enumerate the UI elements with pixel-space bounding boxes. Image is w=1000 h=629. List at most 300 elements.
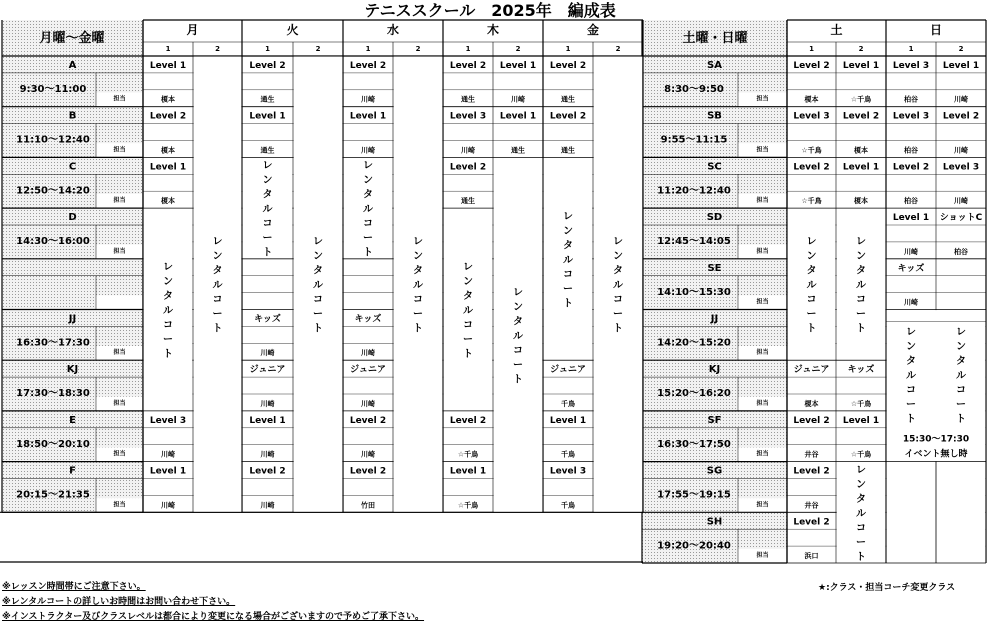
vertical-char: ン bbox=[463, 276, 473, 288]
class-level: キッズ bbox=[354, 314, 382, 325]
vertical-char: ー bbox=[613, 309, 623, 321]
weekend-slot-code: JJ bbox=[710, 313, 719, 325]
class-coach: 川崎 bbox=[361, 349, 375, 358]
class-level: Level 2 bbox=[149, 111, 187, 122]
vertical-char: ト bbox=[413, 323, 423, 335]
class-coach: 榎本 bbox=[804, 399, 819, 408]
class-level: Level 1 bbox=[892, 213, 930, 224]
vertical-char: ト bbox=[262, 247, 273, 259]
class-level: Level 1 bbox=[349, 111, 387, 122]
class-coach: 川崎 bbox=[361, 399, 375, 408]
weekend-slot-time: 9:55～11:15 bbox=[660, 134, 728, 146]
court-number: 1 bbox=[165, 45, 171, 53]
class-coach: 柏谷 bbox=[904, 95, 918, 104]
note-2: ※レンタルコートの詳しいお時間はお問い合わせ下さい。 bbox=[2, 597, 236, 607]
weekday-header: 月曜～金曜 bbox=[39, 31, 105, 46]
weekend-slot-code: SC bbox=[707, 161, 722, 173]
court-number: 1 bbox=[265, 45, 270, 53]
rental-court-text bbox=[807, 237, 818, 335]
day-header: 日 bbox=[929, 23, 943, 37]
class-coach: 川崎 bbox=[361, 146, 375, 155]
vertical-char: コ bbox=[563, 269, 573, 281]
class-coach: 通生 bbox=[461, 197, 475, 206]
charge-label: 担当 bbox=[113, 146, 126, 154]
vertical-char: ー bbox=[856, 309, 866, 321]
vertical-char: ト bbox=[563, 298, 573, 310]
class-level: Level 1 bbox=[149, 466, 187, 477]
weekday-slot-code: KJ bbox=[66, 364, 79, 376]
class-level: Level 2 bbox=[942, 111, 980, 122]
class-level: Level 1 bbox=[149, 162, 187, 173]
class-coach: ☆千鳥 bbox=[850, 399, 872, 408]
day-header: 火 bbox=[286, 23, 299, 37]
rental-court-text bbox=[413, 237, 424, 335]
vertical-char: コ bbox=[363, 218, 373, 230]
weekend-slot-code: SH bbox=[706, 516, 723, 528]
vertical-char: ル bbox=[212, 280, 223, 292]
rental-court-text bbox=[856, 465, 867, 563]
class-coach: 川崎 bbox=[954, 146, 968, 155]
vertical-char: レ bbox=[906, 327, 916, 338]
weekday-slot-time: 18:50～20:10 bbox=[16, 438, 90, 450]
class-coach: 榎本 bbox=[854, 197, 868, 206]
vertical-char: レ bbox=[463, 262, 473, 273]
weekday-slot-code: A bbox=[68, 60, 77, 71]
day-header: 月 bbox=[186, 23, 199, 37]
class-coach: 川崎 bbox=[904, 298, 918, 307]
vertical-char: ー bbox=[806, 309, 817, 321]
vertical-char: コ bbox=[613, 294, 623, 306]
vertical-char: ン bbox=[856, 479, 866, 491]
weekend-slot-code: SD bbox=[706, 212, 723, 224]
class-level: Level 1 bbox=[549, 415, 587, 426]
vertical-char: タ bbox=[212, 265, 223, 277]
vertical-char: ト bbox=[363, 247, 373, 259]
vertical-char: ト bbox=[613, 323, 623, 335]
weekend-slot-time: 16:30～17:50 bbox=[657, 438, 731, 450]
vertical-char: レ bbox=[363, 160, 373, 172]
class-level: Level 2 bbox=[793, 466, 830, 477]
vertical-char: コ bbox=[163, 320, 173, 331]
rental-court-text bbox=[463, 262, 474, 360]
weekend-slot-time: 14:10～15:30 bbox=[657, 286, 731, 298]
class-level: ジュニア bbox=[550, 365, 586, 376]
class-level: Level 2 bbox=[842, 111, 880, 122]
vertical-char: タ bbox=[856, 265, 866, 277]
vertical-char: ト bbox=[856, 551, 866, 563]
weekend-slot-time: 17:55～19:15 bbox=[657, 489, 731, 501]
court-number: 2 bbox=[615, 45, 621, 53]
weekday-slot-time: 14:30～16:00 bbox=[16, 236, 90, 248]
vertical-char: レ bbox=[856, 464, 866, 476]
class-level: Level 3 bbox=[449, 111, 487, 122]
weekend-slot-time: 14:20～15:20 bbox=[657, 337, 731, 349]
vertical-char: ン bbox=[413, 251, 423, 263]
vertical-char: ト bbox=[856, 323, 866, 335]
vertical-char: ト bbox=[806, 323, 817, 335]
charge-label: 担当 bbox=[113, 95, 126, 103]
vertical-char: ー bbox=[513, 359, 523, 371]
legend-note: ★:クラス・担当コーチ変更クラス bbox=[818, 583, 956, 593]
vertical-char: タ bbox=[613, 265, 623, 277]
class-coach: ☆千鳥 bbox=[457, 450, 479, 459]
vertical-char: コ bbox=[413, 294, 423, 306]
event-note: イベント無し時 bbox=[904, 449, 968, 460]
event-court-text-2 bbox=[956, 327, 967, 425]
class-level: Level 3 bbox=[892, 61, 930, 71]
weekend-slot-time: 8:30～9:50 bbox=[664, 84, 724, 95]
class-level: Level 2 bbox=[793, 61, 830, 71]
vertical-char: タ bbox=[363, 189, 373, 201]
class-coach: 竹田 bbox=[361, 501, 375, 510]
weekday-slot-time: 16:30～17:30 bbox=[16, 337, 90, 349]
vertical-char: ル bbox=[163, 305, 173, 317]
vertical-char: ル bbox=[463, 305, 473, 317]
vertical-char: レ bbox=[806, 236, 817, 248]
class-level: Level 2 bbox=[249, 61, 286, 71]
weekend-slot-time: 11:20～12:40 bbox=[657, 185, 731, 197]
vertical-char: レ bbox=[313, 236, 323, 248]
class-level: Level 2 bbox=[449, 61, 487, 71]
class-level: Level 3 bbox=[149, 415, 187, 426]
weekend-slot-code: KJ bbox=[708, 364, 721, 376]
class-coach: 川崎 bbox=[161, 450, 175, 459]
class-level: ショットC bbox=[939, 213, 983, 224]
vertical-char: ル bbox=[806, 280, 817, 292]
vertical-char: ン bbox=[856, 251, 866, 263]
weekday-slot-code: JJ bbox=[68, 313, 77, 325]
rental-court-text bbox=[363, 161, 374, 259]
vertical-char: ル bbox=[363, 204, 373, 216]
charge-label: 担当 bbox=[756, 399, 769, 407]
day-header: 木 bbox=[486, 23, 500, 37]
weekday-slot-time: 9:30～11:00 bbox=[19, 84, 87, 95]
class-level: Level 2 bbox=[449, 162, 487, 173]
class-coach: 通生 bbox=[511, 146, 525, 155]
class-level: Level 2 bbox=[349, 415, 387, 426]
class-coach: 通生 bbox=[561, 146, 575, 155]
vertical-char: ト bbox=[513, 374, 523, 386]
class-level: キッズ bbox=[847, 365, 875, 376]
vertical-char: タ bbox=[906, 356, 916, 367]
class-coach: ☆千鳥 bbox=[850, 450, 872, 459]
vertical-char: ー bbox=[906, 399, 916, 411]
note-1: ※レッスン時間帯にご注意下さい。 bbox=[2, 582, 146, 592]
class-coach: 川崎 bbox=[161, 501, 175, 510]
vertical-char: レ bbox=[956, 327, 966, 338]
vertical-char: レ bbox=[212, 236, 223, 248]
class-coach: 千鳥 bbox=[561, 399, 575, 408]
charge-label: 担当 bbox=[756, 247, 769, 255]
weekday-slot-time: 17:30～18:30 bbox=[16, 388, 90, 400]
vertical-char: ー bbox=[413, 309, 423, 321]
class-coach: ☆千鳥 bbox=[801, 146, 822, 155]
vertical-char: コ bbox=[806, 294, 817, 306]
class-coach: 川崎 bbox=[954, 197, 968, 206]
class-coach: 柏谷 bbox=[954, 247, 968, 256]
vertical-char: ー bbox=[563, 283, 573, 295]
class-level: キッズ bbox=[254, 314, 281, 325]
class-coach: 通生 bbox=[260, 146, 275, 155]
class-level: Level 3 bbox=[793, 111, 830, 122]
class-coach: 川崎 bbox=[260, 450, 275, 459]
note-3: ※インストラクター及びクラスレベルは都合により変更になる場合がございますので予めご了承下さい。 bbox=[2, 612, 425, 622]
vertical-char: ル bbox=[856, 280, 866, 292]
vertical-char: レ bbox=[163, 262, 173, 273]
weekday-slot-code: C bbox=[68, 161, 77, 173]
class-coach: 榎本 bbox=[161, 146, 175, 155]
class-level: Level 1 bbox=[842, 61, 880, 71]
class-coach: 通生 bbox=[561, 95, 575, 104]
charge-label: 担当 bbox=[756, 95, 769, 103]
vertical-char: ル bbox=[413, 280, 423, 292]
weekend-slot-code: SF bbox=[707, 414, 722, 426]
class-level: Level 1 bbox=[842, 162, 880, 173]
class-level: ジュニア bbox=[793, 365, 830, 376]
class-level: Level 2 bbox=[549, 111, 587, 122]
class-level: Level 1 bbox=[842, 415, 880, 426]
class-level: Level 2 bbox=[892, 162, 930, 173]
weekday-slot-code: B bbox=[68, 110, 77, 122]
vertical-char: ン bbox=[613, 251, 623, 263]
notes bbox=[2, 580, 424, 625]
vertical-char: コ bbox=[956, 385, 966, 396]
charge-label: 担当 bbox=[113, 501, 126, 509]
day-header: 金 bbox=[586, 23, 600, 37]
vertical-char: タ bbox=[856, 493, 866, 505]
vertical-char: ト bbox=[463, 349, 473, 360]
vertical-char: ー bbox=[956, 399, 966, 411]
vertical-char: ト bbox=[212, 323, 223, 335]
court-number: 1 bbox=[365, 45, 371, 53]
class-coach: 川崎 bbox=[361, 450, 375, 459]
class-level: Level 2 bbox=[349, 466, 387, 477]
vertical-char: ー bbox=[212, 309, 223, 321]
vertical-char: ン bbox=[363, 175, 373, 187]
court-number: 2 bbox=[315, 45, 321, 53]
vertical-char: ル bbox=[313, 280, 323, 292]
day-header: 水 bbox=[386, 23, 400, 37]
vertical-char: タ bbox=[563, 240, 573, 252]
vertical-char: ン bbox=[513, 301, 523, 313]
weekend-slot-code: SE bbox=[707, 262, 722, 274]
vertical-char: コ bbox=[463, 320, 473, 331]
vertical-char: レ bbox=[513, 287, 523, 299]
event-time: 15:30～17:30 bbox=[902, 434, 970, 445]
vertical-char: コ bbox=[513, 345, 523, 357]
rental-court-text bbox=[513, 287, 524, 385]
charge-label: 担当 bbox=[756, 197, 769, 205]
class-level: Level 3 bbox=[892, 111, 930, 122]
vertical-char: ル bbox=[262, 204, 273, 216]
vertical-char: ト bbox=[906, 414, 916, 425]
rental-court-text bbox=[213, 237, 224, 335]
vertical-char: ー bbox=[262, 233, 273, 245]
class-level: ジュニア bbox=[249, 365, 286, 376]
charge-label: 担当 bbox=[113, 349, 126, 357]
class-level: Level 1 bbox=[499, 61, 537, 71]
vertical-char: ン bbox=[563, 225, 573, 237]
vertical-char: タ bbox=[463, 291, 473, 302]
day-header: 土 bbox=[830, 23, 843, 37]
rental-court-text bbox=[313, 237, 324, 335]
rental-court-text bbox=[856, 237, 867, 335]
vertical-char: ー bbox=[363, 233, 373, 245]
class-coach: 川崎 bbox=[260, 501, 275, 510]
rental-court-text bbox=[563, 211, 574, 309]
class-level: Level 2 bbox=[249, 466, 286, 477]
class-coach: 川崎 bbox=[260, 399, 275, 408]
event-court-text-1 bbox=[906, 327, 917, 425]
charge-label: 担当 bbox=[756, 552, 769, 559]
vertical-char: コ bbox=[906, 385, 916, 396]
weekend-slot-code: SG bbox=[706, 465, 723, 477]
vertical-char: コ bbox=[313, 294, 323, 306]
vertical-char: レ bbox=[413, 236, 423, 248]
vertical-char: ン bbox=[806, 251, 817, 263]
vertical-char: ー bbox=[463, 334, 473, 346]
class-coach: 榎本 bbox=[854, 146, 868, 155]
weekday-slot-code: E bbox=[69, 414, 76, 426]
charge-label: 担当 bbox=[756, 349, 769, 357]
vertical-char: タ bbox=[806, 265, 817, 277]
page-title: テニススクール 2025年 編成表 bbox=[364, 1, 616, 20]
vertical-char: タ bbox=[163, 291, 173, 302]
vertical-char: ン bbox=[163, 276, 173, 288]
vertical-char: ン bbox=[212, 251, 223, 263]
class-level: Level 1 bbox=[499, 111, 537, 122]
vertical-char: ン bbox=[313, 251, 323, 263]
vertical-char: ン bbox=[956, 341, 966, 353]
class-coach: ☆千鳥 bbox=[801, 197, 822, 206]
vertical-char: ル bbox=[956, 370, 966, 382]
vertical-char: ー bbox=[163, 334, 173, 346]
class-coach: 川崎 bbox=[361, 95, 375, 104]
charge-label: 担当 bbox=[756, 298, 769, 306]
vertical-char: コ bbox=[856, 522, 866, 534]
court-number: 1 bbox=[565, 45, 571, 53]
class-coach: 川崎 bbox=[954, 95, 968, 104]
weekend-slot-code: SB bbox=[707, 110, 722, 122]
charge-cell-bg bbox=[96, 295, 143, 309]
class-coach: ☆千鳥 bbox=[457, 501, 479, 510]
class-coach: 柏谷 bbox=[904, 146, 918, 155]
class-level: Level 2 bbox=[793, 415, 830, 426]
vertical-char: ト bbox=[956, 414, 966, 425]
vertical-char: レ bbox=[563, 211, 573, 223]
weekend-slot-time: 19:20～20:40 bbox=[657, 540, 731, 552]
class-coach: 千鳥 bbox=[561, 450, 575, 459]
vertical-char: タ bbox=[262, 189, 273, 201]
vertical-char: タ bbox=[513, 316, 523, 328]
class-coach: 川崎 bbox=[511, 95, 525, 104]
rental-court-text bbox=[163, 262, 174, 360]
vertical-char: ル bbox=[613, 280, 623, 292]
weekday-slot-code: F bbox=[69, 465, 76, 477]
court-number: 1 bbox=[809, 45, 814, 53]
weekend-header: 土曜・日曜 bbox=[682, 31, 748, 46]
class-level: Level 1 bbox=[149, 61, 187, 71]
charge-label: 担当 bbox=[756, 146, 769, 154]
class-coach: 川崎 bbox=[260, 349, 275, 358]
weekend-slot-code: SA bbox=[707, 60, 722, 71]
vertical-char: ル bbox=[563, 254, 573, 266]
class-level: Level 1 bbox=[449, 466, 487, 477]
charge-label: 担当 bbox=[756, 450, 769, 458]
class-coach: 榎本 bbox=[161, 95, 175, 104]
class-coach: 榎本 bbox=[161, 197, 175, 206]
vertical-char: ン bbox=[262, 175, 273, 187]
weekend-slot-time: 15:20～16:20 bbox=[657, 388, 731, 400]
vertical-char: ト bbox=[163, 349, 173, 360]
weekday-slot-code: D bbox=[68, 212, 77, 224]
class-level: Level 2 bbox=[549, 61, 587, 71]
vertical-char: レ bbox=[262, 160, 273, 172]
class-level: Level 2 bbox=[349, 61, 387, 71]
charge-label: 担当 bbox=[113, 450, 126, 458]
charge-label: 担当 bbox=[756, 501, 769, 509]
class-coach: 榎本 bbox=[804, 95, 819, 104]
class-level: Level 3 bbox=[549, 466, 587, 477]
class-level: ジュニア bbox=[350, 365, 386, 376]
vertical-char: レ bbox=[613, 236, 623, 248]
class-coach: 柏谷 bbox=[904, 197, 918, 206]
vertical-char: コ bbox=[856, 294, 866, 306]
class-coach: 井谷 bbox=[804, 501, 819, 510]
vertical-char: ー bbox=[313, 309, 323, 321]
charge-label: 担当 bbox=[113, 197, 126, 205]
court-number: 2 bbox=[415, 45, 421, 53]
class-level: Level 1 bbox=[942, 61, 980, 71]
class-level: Level 1 bbox=[249, 415, 286, 426]
weekday-slot-time: 20:15～21:35 bbox=[16, 489, 90, 501]
class-coach: ☆千鳥 bbox=[850, 95, 872, 104]
vertical-char: タ bbox=[313, 265, 323, 277]
class-coach: 井谷 bbox=[804, 450, 819, 459]
class-level: Level 2 bbox=[793, 517, 830, 528]
class-level: Level 1 bbox=[249, 111, 286, 122]
weekday-slot-time: 11:10～12:40 bbox=[16, 134, 90, 146]
vertical-char: ル bbox=[856, 508, 866, 520]
charge-label: 担当 bbox=[113, 247, 126, 255]
vertical-char: コ bbox=[262, 218, 273, 230]
court-number: 2 bbox=[515, 45, 521, 53]
vertical-char: レ bbox=[856, 236, 866, 248]
class-coach: 通生 bbox=[461, 95, 475, 104]
class-level: Level 3 bbox=[942, 162, 980, 173]
class-level: Level 2 bbox=[793, 162, 830, 173]
court-number: 1 bbox=[908, 45, 914, 53]
class-level: Level 2 bbox=[449, 415, 487, 426]
weekend-slot-time: 12:45～14:05 bbox=[657, 236, 731, 248]
weekday-slot-time: 12:50～14:20 bbox=[16, 185, 90, 197]
vertical-char: ル bbox=[906, 370, 916, 382]
vertical-char: ン bbox=[906, 341, 916, 353]
court-number: 2 bbox=[858, 45, 864, 53]
class-coach: 川崎 bbox=[904, 247, 918, 256]
vertical-char: ー bbox=[856, 537, 866, 549]
rental-court-text bbox=[263, 161, 274, 259]
class-level: キッズ bbox=[897, 263, 925, 274]
court-number: 2 bbox=[215, 45, 220, 53]
class-coach: 千鳥 bbox=[561, 501, 575, 510]
vertical-char: タ bbox=[413, 265, 423, 277]
court-number: 1 bbox=[465, 45, 471, 53]
class-coach: 川崎 bbox=[461, 146, 475, 155]
rental-court-text bbox=[613, 237, 624, 335]
vertical-char: コ bbox=[212, 294, 223, 306]
vertical-char: タ bbox=[956, 356, 966, 367]
